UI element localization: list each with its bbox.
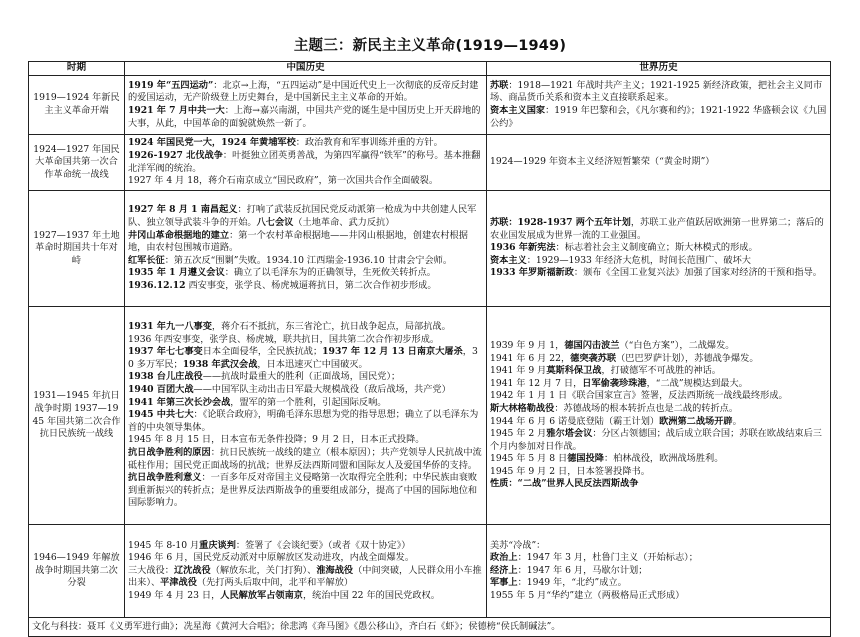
header-row (29, 62, 831, 76)
entry-text: 1927 年 4 月 18，蒋介石南京成立“国民政府”，第一次国共合作全面破裂。 (128, 175, 439, 187)
entry (490, 242, 827, 255)
entry (128, 540, 483, 553)
entry-text: ：政治教育和军事训练并重的方针。 (295, 137, 443, 149)
world-history-cell (487, 525, 831, 618)
entry-text: ：颁布《全国工业复兴法》加强了国家对经济的干预和指导。 (573, 267, 822, 279)
entry (490, 466, 827, 479)
entry-bold-text: 政治上 (490, 552, 518, 564)
entry-bold-text: 经济上 (490, 564, 518, 576)
entry-text: ，“二战”规模达到最大。 (646, 377, 748, 389)
entry (128, 409, 483, 434)
entry-text: ：第五次反“围剿”失败。1934.10 江西瑞金-1936.10 甘肃会宁会师。 (164, 254, 453, 266)
entry-text: 日本全面侵华，全民族抗战； (202, 346, 323, 358)
entry-text: 美苏“冷战”： (490, 539, 546, 551)
entry-text: ：签署了《会谈纪要》（或者《双十协定》） (235, 539, 411, 551)
period-cell: 1931—1945 年抗日战争时期 1937—1945 年国共第二次合作抗日民族统一战线 (29, 307, 125, 525)
entry-bold-text: 性质：“二战”世界人民反法西斯战争 (490, 478, 639, 490)
entry (128, 230, 483, 255)
entry (490, 540, 827, 553)
entry-text: ：上海→嘉兴南湖，中国共产党的诞生是中国历史上开天辟地的大事，从此，中国革命的面貌就焕然一新了。 (128, 105, 481, 129)
entry-bold-text: 1933 年罗斯福新政 (490, 267, 574, 279)
world-history-cell (487, 135, 831, 191)
china-history-cell (125, 135, 487, 191)
entry-text: ：第一个农村革命根据地——井冈山根据地，创建农村根据地，由农村包围城市道路。 (128, 229, 468, 254)
entry-bold-text: 1940 百团大战 (128, 384, 194, 396)
page-title: 主题三：新民主主义革命(1919—1949) (293, 38, 567, 54)
period-cell: 1919—1924 年新民主主义革命开端 (29, 76, 125, 135)
entry-bold-text: 重庆谈判 (199, 539, 236, 551)
culture-cell: 文化与科技：聂耳《义勇军进行曲》；冼星海《黄河大合唱》；徐悲鸿《奔马图》《愚公移山》，齐白石《虾》；侯德榜“侯氏制碱法”。 (29, 618, 831, 637)
entry-bold-text: 1935 年 1 月遵义会议 (128, 267, 225, 279)
entry (490, 267, 827, 280)
entry (128, 371, 483, 384)
entry-bold-text: 1945 中共七大 (128, 409, 194, 421)
entry-text: 。 (732, 415, 742, 427)
entry-bold-text: 1938 台儿庄战役 (128, 371, 203, 383)
table-row (29, 191, 831, 307)
entry-bold-text: 日军偷袭珍珠港 (582, 377, 647, 389)
entry (128, 204, 483, 229)
entry-text: （中间突破，人民群众用小车推出来）、 (128, 564, 482, 589)
entry-text: ：1947 年 6 月，马歇尔计划； (517, 564, 648, 576)
entry-bold-text: 1938 年武汉会战 (182, 358, 258, 370)
entry (128, 472, 483, 510)
entry (490, 552, 827, 565)
entry-bold-text: 1919 年“五四运动” (128, 79, 214, 91)
entry-bold-text: 雅尔塔会议 (546, 428, 593, 440)
entry-bold-text: 苏联 (490, 79, 509, 91)
world-history-cell (487, 76, 831, 135)
entry (128, 552, 483, 565)
entry-text: （土地革命、武力反抗） (293, 217, 395, 229)
table-row (29, 76, 831, 135)
entry-text: 1949 年 4 月 23 日， (128, 589, 221, 601)
entry-bold-text: 德突袭苏联 (570, 352, 617, 364)
entry (128, 397, 483, 410)
entry (128, 280, 483, 293)
entry (128, 80, 483, 105)
entry-bold-text: 资本主义国家 (490, 105, 546, 116)
entry-bold-text: 1931 年九一八事变 (128, 321, 212, 333)
entry (490, 416, 827, 429)
entry (128, 447, 483, 472)
entry (128, 150, 483, 175)
entry-text: ：《论联合政府》，明确毛泽东思想为党的指导思想；确立了以毛泽东为首的中央领导集体。 (128, 409, 479, 433)
entry-text: 1945 年 8-10 月 (128, 539, 200, 551)
entry (490, 378, 827, 391)
entry (490, 453, 827, 466)
entry (490, 80, 827, 105)
entry-bold-text: 莫斯科保卫战 (546, 365, 602, 377)
world-history-cell (487, 307, 831, 525)
entry-bold-text: 人民解放军占领南京 (220, 589, 303, 601)
entry-text: 1924—1929 年资本主义经济短暂繁荣（“黄金时期”） (490, 156, 715, 168)
entry-bold-text: 1926-1927 北伐战争 (128, 149, 223, 161)
table-row (29, 307, 831, 525)
entry (128, 434, 483, 447)
entry-text: （先打两头后取中间，北平和平解放） (196, 577, 354, 589)
entry-text: 1941 年 6 月 22， (490, 352, 571, 364)
entry-bold-text: 1921 年 7 月中共一大 (128, 105, 225, 116)
entry (490, 565, 827, 578)
entry (128, 565, 483, 590)
entry-text: ——中国军队主动出击日军最大规模战役（敌后战场，共产党） (193, 384, 451, 396)
entry-bold-text: 八七会议 (256, 217, 294, 229)
header-world: 世界历史 (487, 62, 831, 76)
entry-text: 1939 年 9 月 1， (490, 339, 565, 351)
china-history-cell (125, 307, 487, 525)
entry-text: ：1929—1933 年经济大危机，时间长范围广、破坏大 (526, 254, 751, 266)
period-cell: 1924—1927 年国民大革命国共第一次合作革命统一战线 (29, 135, 125, 191)
entry-bold-text: 1924 年国民党一大，1924 年黄埔军校 (128, 137, 296, 149)
entry-text: 三大战役： (128, 564, 174, 576)
entry (490, 105, 827, 130)
entry-text: ：北京→上海，“五四运动”是中国近代史上一次彻底的反帝反封建的爱国运动，无产阶级登上历史舞台，是中国新民主主义革命的开始。 (128, 79, 479, 104)
entry (490, 353, 827, 366)
entry-bold-text: 淮海战役 (316, 564, 354, 576)
entry-bold-text: 1927 年 8 月 1 南昌起义 (128, 204, 238, 216)
entry-text: ：一百多年反对帝国主义侵略第一次取得完全胜利；中华民族由衰败到重新振兴的转折点；是世界反法西斯战争的重要组成部分，提高了中国的国际地位和国际影响力。 (128, 472, 478, 509)
entry-text: ，30 多万军民； (128, 346, 478, 370)
entry-text: ：分区占领德国；战后成立联合国；苏联在欧战结束后三个月内参加对日作战。 (490, 428, 822, 452)
entry (490, 340, 827, 353)
entry-bold-text: 红军长征 (128, 254, 165, 266)
entry-text: ：1919 年巴黎和会，《凡尔赛和约》；1921-1922 华盛顿会议《九国公约》 (490, 105, 827, 129)
entry (128, 255, 483, 268)
entry (128, 590, 483, 603)
entry-bold-text: 1936.12.12 (128, 279, 186, 291)
entry (490, 428, 827, 453)
entry-text: （“白色方案”），二战爆发。 (619, 339, 735, 351)
period-cell: 1927—1937 年土地革命时期国共十年对峙 (29, 191, 125, 307)
entry-text: ：确立了以毛泽东为的正确领导，生死攸关转折点。 (224, 267, 436, 279)
entry (490, 255, 827, 268)
history-table (28, 61, 831, 637)
entry (128, 334, 483, 347)
china-history-cell (125, 76, 487, 135)
entry (128, 267, 483, 280)
header-china: 中国历史 (125, 62, 487, 76)
entry-text: ：1949 年，“北约”成立。 (517, 577, 627, 589)
entry-bold-text: 抗日战争胜利意义 (128, 472, 202, 484)
entry-text: （巴巴罗萨计划），苏德战争爆发。 (616, 352, 759, 364)
entry (490, 365, 827, 378)
entry-text: 1945 年 9 月 2 日，日本签署投降书。 (490, 465, 650, 477)
entry (490, 390, 827, 403)
entry-bold-text: 辽沈战役 (173, 564, 211, 576)
entry-text: ：柏林战役，欧洲战场胜利。 (604, 453, 724, 465)
entry-text: 1945 年 8 月 15 日，日本宣布无条件投降；9 月 2 日，日本正式投降。 (128, 434, 425, 446)
entry-text: ，打破德军不可战胜的神话。 (601, 365, 721, 377)
entry-bold-text: 抗日战争胜利的原因 (128, 446, 211, 458)
entry-text: ：1947 年 3 月，杜鲁门主义（开始标志）； (517, 552, 698, 564)
entry-bold-text: 1937 年 12 月 13 日南京大屠杀 (322, 346, 463, 358)
entry-text: 1945 年 2 月 (490, 428, 547, 440)
entry (128, 175, 483, 188)
entry (490, 478, 827, 491)
entry-text: 1946 年 6 月，国民党反动派对中原解放区发动进攻，内战全面爆发。 (128, 552, 415, 564)
entry-bold-text: 1936 年新宪法 (490, 242, 556, 254)
entry-text: 1941 年 12 月 7 日， (490, 377, 583, 389)
table-row (29, 135, 831, 191)
entry (490, 577, 827, 590)
entry-text: 1945 年 5 月 8 日 (490, 453, 568, 465)
entry-text: ：标志着社会主义制度确立；斯大林模式的形成。 (555, 242, 758, 254)
entry (128, 346, 483, 371)
entry-bold-text: 德国闪击波兰 (564, 339, 620, 351)
entry-text: ：叶挺独立团英勇善战，为第四军赢得“铁军”的称号。基本推翻北洋军阀的统治。 (128, 149, 481, 174)
entry-bold-text: 1941 年第三次长沙会战 (128, 396, 231, 408)
entry-bold-text: 井冈山革命根据地的建立 (128, 229, 230, 241)
entry (490, 590, 827, 603)
entry-text: ，日本迅速灭亡中国破灭。 (257, 358, 368, 370)
entry-bold-text: 斯大林格勒战役 (490, 402, 555, 414)
entry-bold-text: 欧洲第二战场开辟 (659, 415, 733, 427)
entry-text: 1955 年 5 月“华约”建立（两极格局正式形成） (490, 589, 685, 601)
entry (128, 137, 483, 150)
entry-bold-text: 德国投降 (567, 453, 604, 465)
entry-bold-text: 苏联：1928-1937 两个五年计划 (490, 217, 631, 229)
entry-text: ，统治中国 22 年的国民党政权。 (302, 589, 440, 601)
entry-text: ：1918—1921 年战时共产主义；1921-1925 新经济政策，把社会主义同市场、商品货币关系和资本主义直接联系起来。 (490, 79, 823, 104)
entry (128, 384, 483, 397)
entry (490, 217, 827, 242)
entry-text: ，蒋介石不抵抗，东三省沦亡，抗日战争起点，局部抗战。 (211, 321, 451, 333)
header-period: 时期 (29, 62, 125, 76)
entry-text: 西安事变，张学良、杨虎城逼蒋抗日，第二次合作初步形成。 (185, 279, 437, 291)
entry-text: ：抗日民族统一战线的建立（根本原因）；共产党领导人民抗战中流砥柱作用；国民党正面战场的抗战；世界反法西斯同盟和国际友人及爱国华侨的支持。 (128, 446, 482, 471)
entry-text: ：打响了武装反抗国民党反动派第一枪成为中共创建人民军队、独立领导武装斗争的开始。 (128, 204, 477, 229)
entry-text: 1944 年 6 月 6 诺曼底登陆（霸王计划） (490, 415, 660, 427)
culture-row (29, 618, 831, 637)
entry (128, 105, 483, 130)
entry-text: （解放东北，关门打狗）、 (210, 564, 317, 576)
entry (490, 403, 827, 416)
table-row (29, 525, 831, 618)
entry-bold-text: 军事上 (490, 577, 518, 589)
world-history-cell (487, 191, 831, 307)
entry-text: 1936 年西安事变，张学良、杨虎城，联共抗日，国共第二次合作初步形成。 (128, 333, 440, 345)
entry (490, 156, 827, 169)
entry-bold-text: 1937 年七七事变 (128, 346, 203, 358)
entry-bold-text: 资本主义 (490, 254, 527, 266)
entry-text: 1941 年 9 月 (490, 365, 547, 377)
entry-bold-text: 平津战役 (160, 577, 197, 589)
entry-text: ——抗战时最重大的胜利（正面战场，国民党）； (202, 371, 401, 383)
entry-text: ，盟军的第一个胜利，引起国际反响。 (230, 396, 387, 408)
period-cell: 1946—1949 年解放战争时期国共第二次分裂 (29, 525, 125, 618)
entry (128, 321, 483, 334)
china-history-cell (125, 525, 487, 618)
entry-text: 1942 年 1 月 1 日《联合国家宣言》签署，反法西斯统一战线最终形成。 (490, 390, 788, 402)
entry-text: ：苏德战场的根本转折点也是二战的转折点。 (554, 402, 739, 414)
entry-text: ，苏联工业产值跃居欧洲第一世界第二；落后的农业国发展成为世界一流的工业强国。 (490, 217, 824, 241)
china-history-cell (125, 191, 487, 307)
